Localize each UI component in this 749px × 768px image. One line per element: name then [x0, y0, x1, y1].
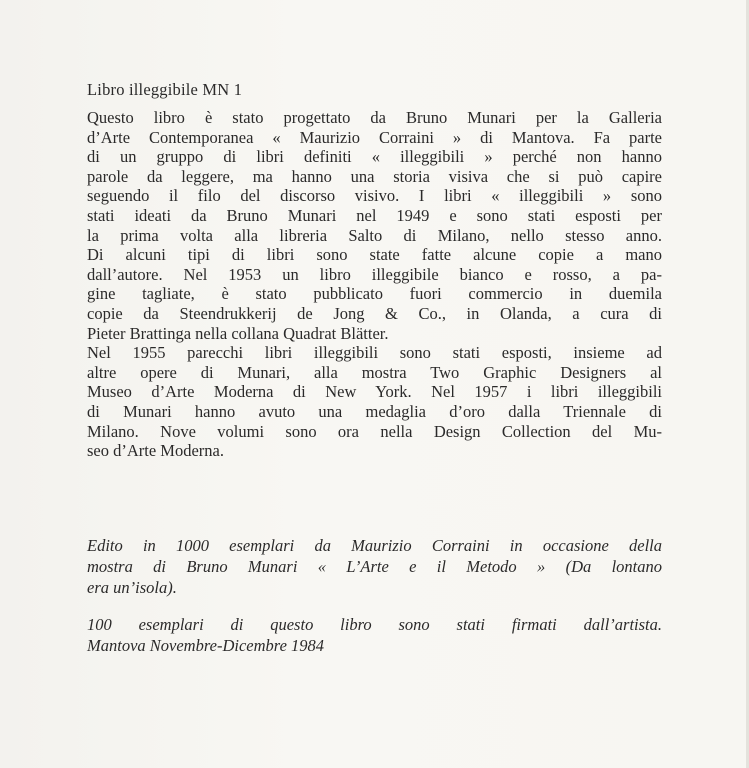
text-line: Di alcuni tipi di libri sono state fatte alcune copie a mano: [87, 245, 662, 265]
text-line: parole da leggere, ma hanno una storia visiva che si può capire: [87, 166, 662, 186]
text-line: Questo libro è stato progettato da Bruno Munari per la Galleria: [87, 108, 662, 127]
text-line: Nel 1955 parecchi libri illeggibili sono stati esposti, insieme ad: [87, 343, 662, 363]
text-line: Museo d’Arte Moderna di New York. Nel 1957 i libri illeggibili: [87, 382, 662, 402]
text-line: di un gruppo di libri definiti « illeggibili » perché non hanno: [87, 147, 662, 167]
text-line: di Munari hanno avuto una medaglia d’oro dalla Triennale di: [87, 401, 662, 421]
text-line: la prima volta alla libreria Salto di Milano, nello stesso anno.: [87, 225, 662, 245]
colophon-line: Mantova Novembre-Dicembre 1984: [87, 636, 325, 655]
colophon-edition: [87, 535, 662, 598]
text-line: seo d’Arte Moderna.: [87, 441, 224, 461]
text-line: gine tagliate, è stato pubblicato fuori commercio in duemila: [87, 284, 662, 304]
text-line: Milano. Nove volumi sono ora nella Design Collection del Mu-: [87, 421, 662, 441]
page-title: Libro illeggibile MN 1: [87, 80, 243, 99]
colophon-line: 100 esemplari di questo libro sono stati firmati dall’artista.: [87, 615, 662, 634]
text-line: Pieter Brattinga nella collana Quadrat Blätter.: [87, 323, 389, 343]
colophon-line: Edito in 1000 esemplari da Maurizio Corraini in occasione della: [87, 536, 662, 555]
colophon-line: era un’isola).: [87, 578, 177, 597]
text-line: dall’autore. Nel 1953 un libro illeggibile bianco e rosso, a pa-: [87, 264, 662, 284]
text-line: d’Arte Contemporanea « Maurizio Corraini » di Mantova. Fa parte: [87, 127, 662, 147]
text-line: stati ideati da Bruno Munari nel 1949 e sono stati esposti per: [87, 205, 662, 225]
colophon-signed: [87, 614, 662, 656]
colophon-line: mostra di Bruno Munari « L’Arte e il Metodo » (Da lontano: [87, 557, 662, 576]
text-line: altre opere di Munari, alla mostra Two Graphic Designers al: [87, 362, 662, 382]
main-text: [87, 108, 662, 461]
text-line: copie da Steendrukkerij de Jong & Co., in Olanda, a cura di: [87, 303, 662, 323]
text-line: seguendo il filo del discorso visivo. I libri « illeggibili » sono: [87, 186, 662, 206]
